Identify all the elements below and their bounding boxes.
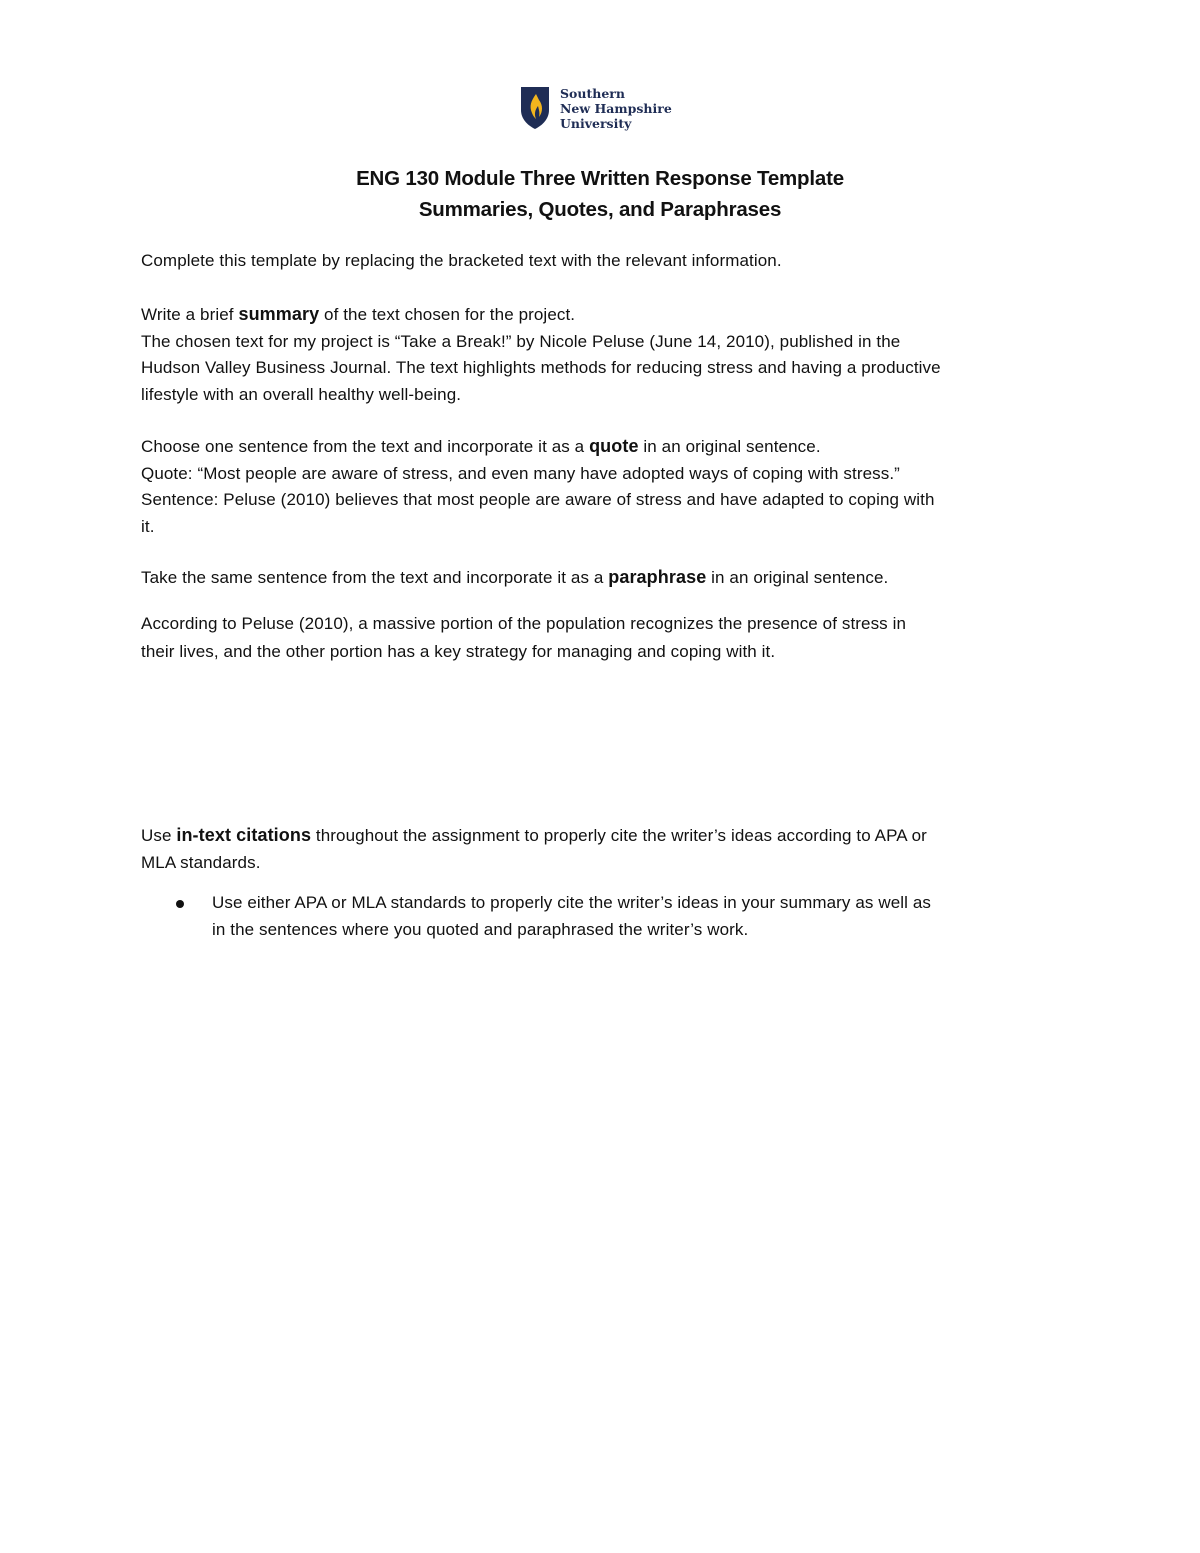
summary-prompt-after: of the text chosen for the project.	[319, 305, 576, 324]
citations-section	[141, 822, 1061, 876]
logo-line-2: New Hampshire	[560, 100, 672, 116]
quote-prompt-before: Choose one sentence from the text and incorporate it as a	[141, 437, 590, 456]
intro-paragraph	[141, 248, 1061, 275]
paraphrase-answer-line-2: their lives, and the other portion has a key strategy for managing and coping with it.	[141, 642, 776, 661]
citations-prompt-line-2: MLA standards.	[141, 852, 261, 872]
citations-prompt-line-1	[141, 822, 1061, 850]
quote-keyword: quote	[589, 436, 639, 456]
citations-bullet-list	[141, 890, 1061, 943]
logo-line-1: Southern	[560, 85, 625, 101]
summary-answer-line-3: lifestyle with an overall healthy well-being.	[141, 384, 462, 404]
summary-answer-line-2: Hudson Valley Business Journal. The text highlights methods for reducing stress and having a productive	[141, 358, 941, 377]
list-item	[141, 890, 1061, 943]
bullet-line-2: in the sentences where you quoted and paraphrased the writer’s work.	[212, 919, 749, 939]
bullet-icon	[176, 900, 184, 908]
summary-answer-line-1: The chosen text for my project is “Take a Break!” by Nicole Peluse (June 14, 2010), published in the	[141, 331, 901, 351]
quote-sentence-line-1: Sentence: Peluse (2010) believes that most people are aware of stress and have adapted to coping with	[141, 490, 935, 509]
intro-text: Complete this template by replacing the bracketed text with the relevant information.	[141, 251, 782, 270]
title-line-2: Summaries, Quotes, and Paraphrases	[418, 198, 782, 221]
summary-prompt	[141, 301, 1061, 329]
document-title	[0, 163, 1200, 225]
title-line-1: ENG 130 Module Three Written Response Template	[356, 167, 844, 190]
logo-line-3: University	[560, 115, 632, 131]
citations-prompt-before: Use	[141, 826, 177, 845]
shield-flame-icon	[520, 86, 550, 130]
citations-keyword: in-text citations	[176, 825, 312, 845]
paraphrase-section	[141, 564, 1061, 592]
quote-sentence-line-2: it.	[141, 516, 155, 536]
paraphrase-prompt-after: in an original sentence.	[706, 568, 889, 587]
paraphrase-keyword: paraphrase	[608, 567, 707, 587]
summary-section	[141, 301, 1061, 408]
summary-keyword: summary	[238, 304, 320, 324]
summary-prompt-before: Write a brief	[141, 305, 239, 324]
paraphrase-answer	[141, 610, 1061, 666]
paraphrase-answer-line-1: According to Peluse (2010), a massive portion of the population recognizes the presence of stress in	[141, 614, 907, 633]
paraphrase-prompt	[141, 564, 1061, 592]
quote-prompt-after: in an original sentence.	[638, 437, 821, 456]
logo-wordmark	[560, 86, 672, 131]
quote-line: Quote: “Most people are aware of stress, and even many have adopted ways of coping with stress.”	[141, 463, 900, 483]
citations-prompt-after: throughout the assignment to properly cite the writer’s ideas according to APA or	[311, 826, 927, 845]
quote-prompt	[141, 433, 1061, 461]
quote-section	[141, 433, 1061, 540]
bullet-line-1: Use either APA or MLA standards to properly cite the writer’s ideas in your summary as well as	[212, 893, 931, 912]
university-logo	[520, 84, 690, 132]
paraphrase-prompt-before: Take the same sentence from the text and incorporate it as a	[141, 568, 609, 587]
